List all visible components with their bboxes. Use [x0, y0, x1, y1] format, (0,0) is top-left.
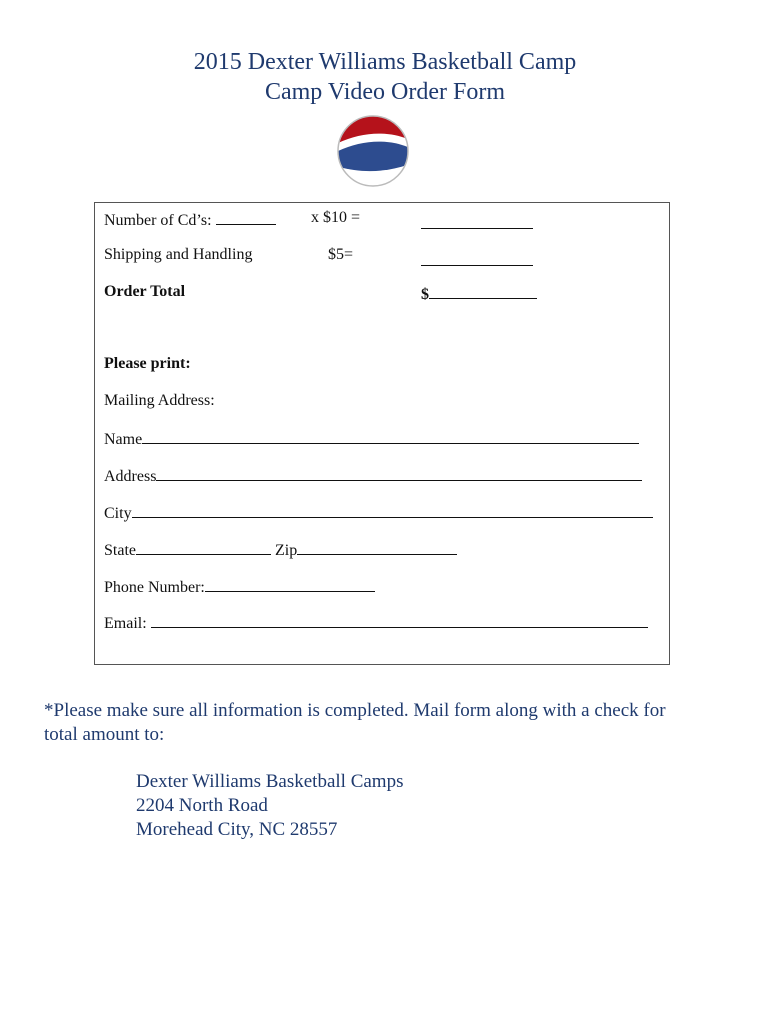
email-row [104, 611, 648, 634]
order-total-prefix: $ [421, 286, 429, 303]
zip-label: Zip [275, 542, 298, 559]
order-total-label: Order Total [104, 283, 186, 300]
please-print-label: Please print: [104, 355, 191, 372]
address-row [104, 464, 642, 487]
shipping-price: $5= [328, 246, 354, 263]
cds-price: x $10 = [311, 209, 361, 226]
city-label: City [104, 505, 132, 522]
basketball-logo-icon [336, 114, 410, 188]
city-row [104, 501, 653, 524]
state-zip-row [104, 538, 457, 561]
name-field[interactable] [142, 427, 639, 444]
cds-subtotal-field[interactable] [421, 212, 533, 229]
mailing-address-label: Mailing Address: [104, 392, 215, 409]
instructions-note: *Please make sure all information is completed. Mail form along with a check for total amount to: [44, 700, 666, 745]
phone-label: Phone Number: [104, 579, 205, 596]
form-subtitle: Camp Video Order Form [264, 79, 506, 105]
cds-quantity-field[interactable] [216, 208, 276, 225]
state-field[interactable] [136, 538, 271, 555]
phone-row [104, 575, 375, 598]
form-title: 2015 Dexter Williams Basketball Camp [193, 49, 577, 75]
mail-address-line3: Morehead City, NC 28557 [136, 819, 338, 840]
cds-label: Number of Cd’s: [104, 212, 212, 229]
shipping-subtotal-field[interactable] [421, 249, 533, 266]
mail-address-line2: 2204 North Road [136, 795, 268, 816]
email-field[interactable] [151, 611, 648, 628]
mail-address-line1: Dexter Williams Basketball Camps [136, 771, 404, 792]
order-total-row [421, 282, 537, 305]
address-label: Address [104, 468, 157, 485]
cds-row [104, 208, 276, 231]
order-total-field[interactable] [429, 282, 537, 299]
address-field[interactable] [156, 464, 642, 481]
order-form-box [94, 202, 670, 665]
phone-field[interactable] [205, 575, 375, 592]
shipping-label: Shipping and Handling [104, 246, 253, 263]
name-label: Name [104, 431, 143, 448]
name-row [104, 427, 639, 450]
email-label: Email: [104, 615, 147, 632]
city-field[interactable] [132, 501, 653, 518]
state-label: State [104, 542, 136, 559]
zip-field[interactable] [297, 538, 457, 555]
